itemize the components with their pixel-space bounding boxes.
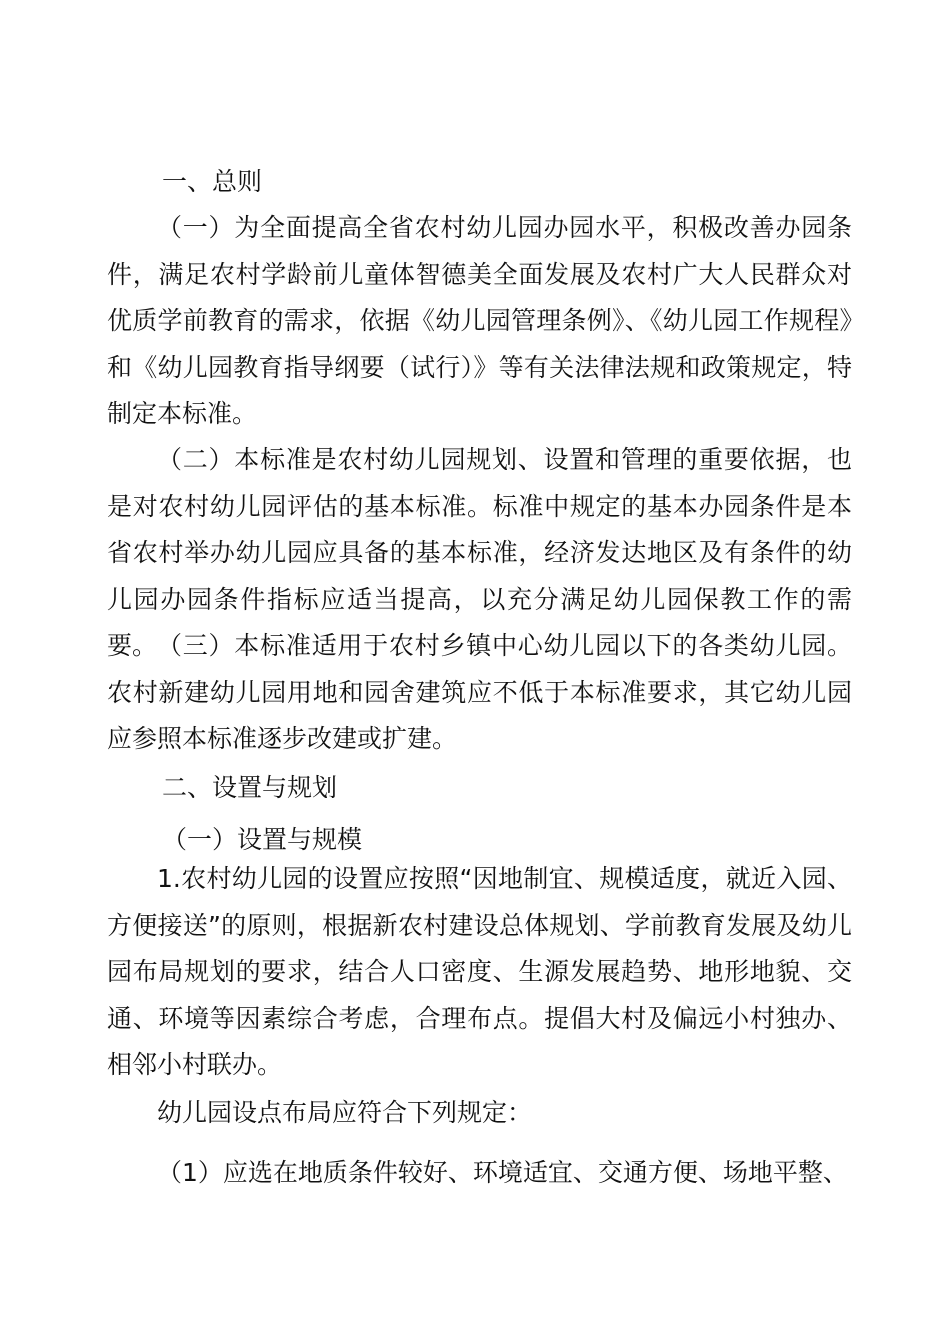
- subheading-setup-scale: （一）设置与规模: [162, 825, 363, 854]
- section-heading-setup-planning: 二、设置与规划: [162, 773, 338, 802]
- paragraph-general-2: （二）本标准是农村幼儿园规划、设置和管理的重要依据，也是对农村幼儿园评估的基本标准。标准中规定的基本办园条件是本省农村举办幼儿园应具备的基本标准，经济发达地区及有条件的幼儿园办园条件指标应适当提高，以充分满足幼儿园保教工作的需要。: [107, 445, 852, 660]
- paragraph-setup-2: 幼儿园设点布局应符合下列规定：: [157, 1098, 533, 1127]
- section-heading-general: 一、总则: [162, 167, 263, 196]
- paragraph-general-3: （三）本标准适用于农村乡镇中心幼儿园以下的各类幼儿园。农村新建幼儿园用地和园舍建筑应不低于本标准要求，其它幼儿园应参照本标准逐步改建或扩建。: [107, 631, 852, 753]
- paragraph-setup-3: （1）应选在地质条件较好、环境适宜、交通方便、场地平整、: [157, 1158, 848, 1187]
- paragraph-setup-1: 1.农村幼儿园的设置应按照“因地制宜、规模适度，就近入园、方便接送”的原则，根据新农村建设总体规划、学前教育发展及幼儿园布局规划的要求，结合人口密度、生源发展趋势、地形地貌、交通、环境等因素综合考虑，合理布点。提倡大村及偏远小村独办、相邻小村联办。: [107, 864, 852, 1079]
- paragraph-general-1: （一）为全面提高全省农村幼儿园办园水平，积极改善办园条件，满足农村学龄前儿童体智德美全面发展及农村广大人民群众对优质学前教育的需求，依据《幼儿园管理条例》、《幼儿园工作规程》和《幼儿园教育指导纲要（试行）》等有关法律法规和政策规定，特制定本标准。: [107, 213, 852, 428]
